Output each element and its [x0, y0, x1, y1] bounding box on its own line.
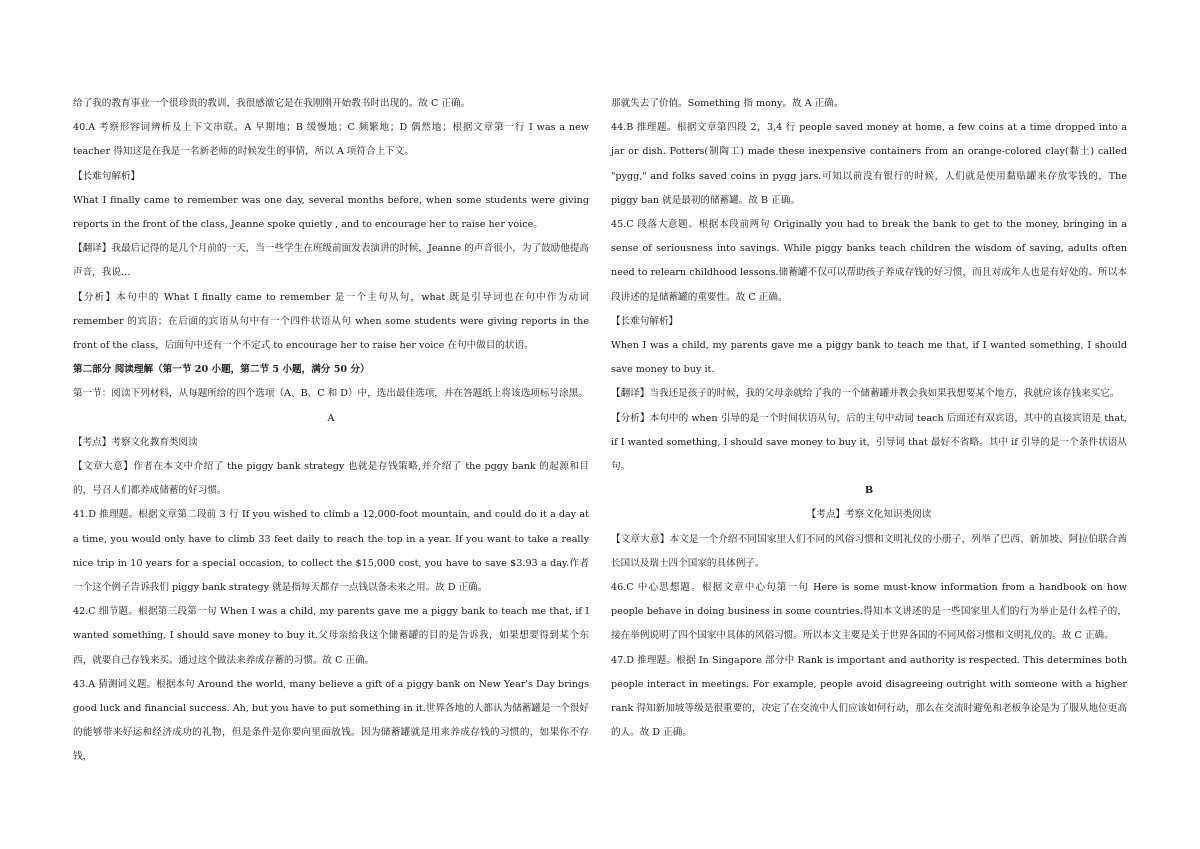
paragraph: 41.D 推理题。根据文章第二段前 3 行 If you wished to climb a 12,000-foot mountain, and could do it a day at a time, you would only have to climb 33 feet daily to reach the top in a year. If you want to take a really nice trip in 10 years for a special occasion, to collect the $15,000 cost, you have to save $3.93 a day.作者一个这个例子告诉我们 piggy bank strategy 就是指每天都存一点钱以备未来之用。故 D 正确。	[73, 509, 589, 594]
paragraph: A	[327, 412, 335, 424]
paragraph: 【分析】本句中的 when 引导的是一个时间状语从句，后的主句中动词 teach 后面还有双宾语，其中的直接宾语是 that, if I wanted something, I should save money to buy it，引导词 that 最好不省略。其中 if 引导的是一个条件状语从句。	[611, 412, 1127, 473]
paragraph: When I was a child, my parents gave me a piggy bank to teach me that, if I wanted something, I should save money to buy it.	[611, 340, 1127, 376]
paragraph: 【文章大意】本文是一个介绍不同国家里人们不同的风俗习惯和文明礼仪的小册子，列举了巴西、新加坡、阿拉伯联合酋长国以及瑞士四个国家的具体例子。	[611, 533, 1127, 569]
paragraph: B	[864, 485, 874, 497]
paragraph: 【长难句解析】	[73, 170, 141, 182]
paragraph: 40.A 考察形容词辨析及上下文串联。A 早期地；B 缓慢地；C 频繁地；D 偶然地；根据文章第一行 I was a new teacher 得知这是在我是一名新老师的时候发生的事情，所以 A 项符合上下文。	[73, 122, 589, 158]
paragraph: 47.D 推理题。根据 In Singapore 部分中 Rank is important and authority is respected. This determines both people interact in meetings. For example, people avoid disagreeing outright with someone with a higher rank 得知新加坡等级是很重要的，决定了在交流中人们应该如何行动，那么在交流时避免和老板争论是为了服从地位更高的人。故 D 正确。	[611, 654, 1127, 739]
paragraph: 给了我的教育事业一个很珍贵的教训，我很感激它是在我刚刚开始教书时出现的。故 C 正确。	[73, 98, 471, 109]
paragraph: 第二部分 阅读理解（第一节 20 小题，第二节 5 小题，满分 50 分）	[73, 364, 370, 376]
paragraph: 【长难句解析】	[611, 315, 679, 327]
paragraph: 【考点】考察文化教育类阅读	[73, 436, 198, 448]
paragraph: 【考点】考察文化知识类阅读	[806, 509, 932, 521]
paragraph: 43.A 猜测词义题。根据本句 Around the world, many believe a gift of a piggy bank on New Year's Day brings good luck and financial success. Ah, but you have to put something in it.世界各地的人都认为储蓄罐是一个很好的能够带来好运和经济成功的礼物，但是条件是你要向里面放钱。因为储蓄罐就是用来养成存钱的习惯的，如果你不存钱，	[73, 678, 589, 763]
paragraph: 那就失去了价值。Something 指 mony。故 A 正确。	[611, 98, 844, 109]
right-column	[611, 92, 1127, 745]
left-column	[73, 92, 589, 770]
paragraph: 44.B 推理题。根据文章第四段 2，3,4 行 people saved money at home, a few coins at a time dropped into a jar or dish. Potters(制陶工) made these inexpensive containers from an orange-colored clay(黏土) called "pygg," and folks saved coins in pygg jars.可知以前没有银行的时候，人们就是使用黏贴罐来存放零钱的，The piggy ban 就是最初的储蓄罐。故 B 正确。	[611, 122, 1127, 206]
paragraph: 【文章大意】作者在本文中介绍了 the piggy bank strategy 也就是存钱策略,并介绍了 the pggy bank 的起源和目的，号召人们都养成储蓄的好习惯。	[73, 461, 589, 497]
paragraph: 【翻译】当我还是孩子的时候，我的父母亲就给了我的一个储蓄罐并教会我如果我想要某个地方，我就应该存钱来买它。	[611, 388, 1120, 400]
paragraph: 第一节：阅读下列材料，从每题所给的四个选项（A、B、C 和 D）中，选出最佳选项，并在答题纸上将该选项标号涂黑。	[73, 388, 588, 400]
paragraph: 45.C 段落大意题。根据本段前两句 Originally you had to break the bank to get to the money, bringing in a sense of seriousness into savings. While piggy banks teach children the wisdom of saving, adults often need to relearn childhood lessons.储蓄罐不仅可以帮助孩子养成存钱的好习惯，而且对成年人也是有好处的。所以本段讲述的是储蓄罐的重要性。故 C 正确。	[611, 219, 1127, 303]
paragraph: What I finally came to remember was one day, several months before, when some students were giving reports in the front of the class, Jeanne spoke quietly , and to encourage her to raise her voice。	[73, 194, 589, 231]
paragraph: 【翻译】我最后记得的是几个月前的一天，当一些学生在班级前面发表演讲的时候，Jeanne 的声音很小，为了鼓励他提高声音，我说…	[73, 243, 590, 279]
paragraph: 42.C 细节题。根据第三段第一句 When I was a child, my parents gave me a piggy bank to teach me that, if I wanted something, I should save money to buy it.父母亲给我这个储蓄罐的目的是告诉我，如果想要得到某个东西，就要自己存钱来买。通过这个做法来养成存蓄的习惯。故 C 正确。	[73, 606, 589, 666]
paragraph: 【分析】本句中的 What I finally came to remember 是一个主句从句，what 既是引导词也在句中作为动词 remember 的宾语；在后面的宾语从句中有一个四件状语从句 when some students were giving reports in the front of the class，后面句中还有一个不定式 to encourage her to raise her voice 在句中做目的状语。	[73, 291, 589, 352]
paragraph: 46.C 中心思想题。根据文章中心句第一句 Here is some must-know information from a handbook on how people behave in doing business in some countries.得知本文讲述的是一些国家里人们的行为举止是什么样子的，接在举例说明了四个国家中具体的风俗习惯。所以本文主要是关于世界各国的不同风俗习惯和文明礼仪的。故 C 正确。	[611, 582, 1127, 642]
